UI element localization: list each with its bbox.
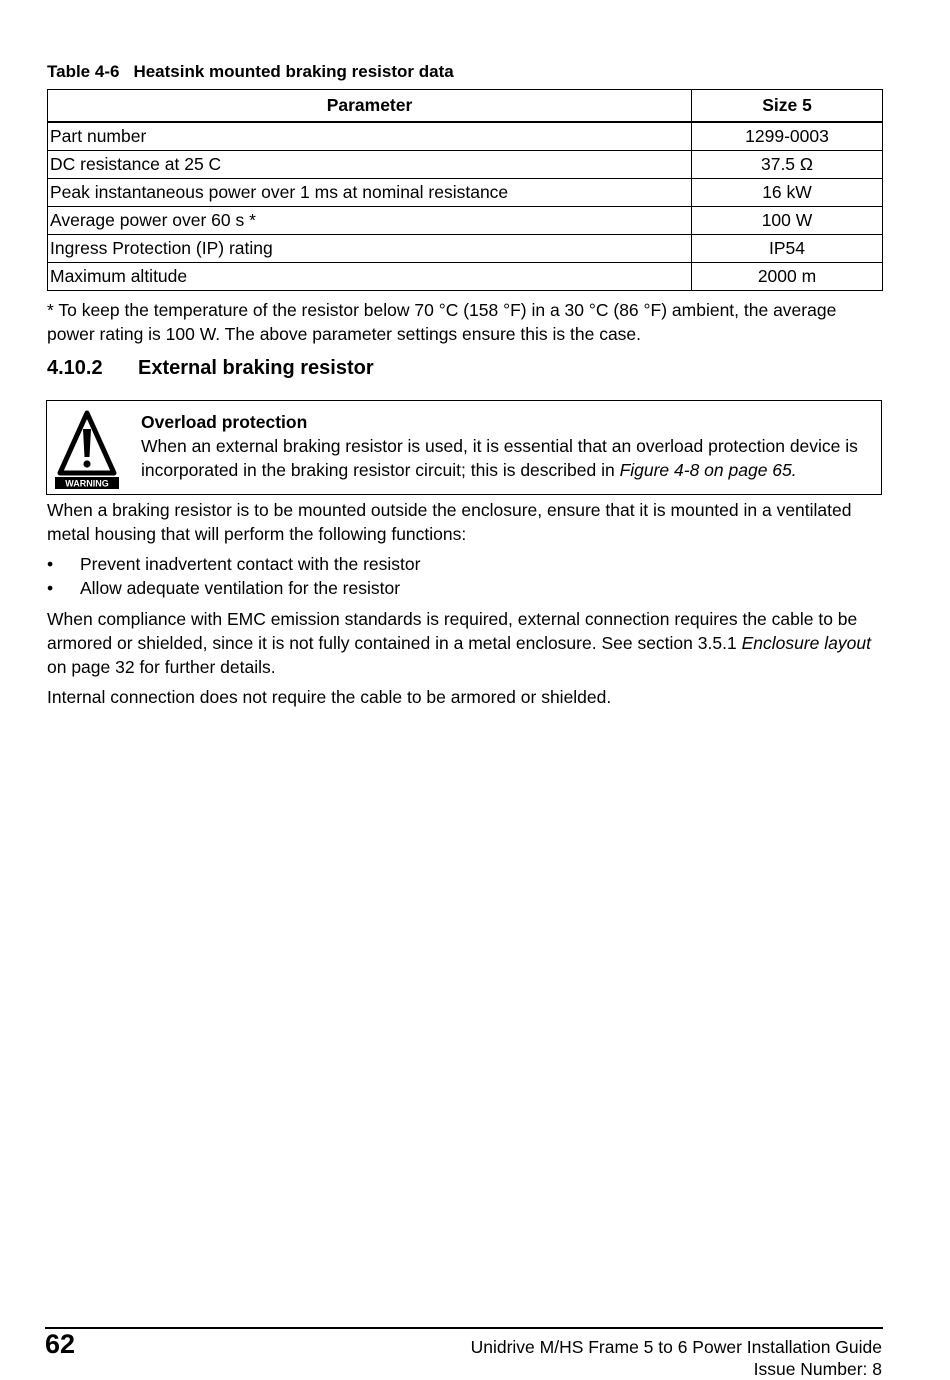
table-cell-parameter: DC resistance at 25 C	[48, 151, 692, 179]
table-cell-parameter: Peak instantaneous power over 1 ms at nominal resistance	[48, 179, 692, 207]
functions-list	[47, 552, 887, 600]
table-cell-value: 2000 m	[692, 263, 883, 291]
table-caption	[47, 62, 454, 82]
table-cell-value: IP54	[692, 235, 883, 263]
warning-text-main: When an external braking resistor is used, it is essential that an overload protection device is incorporated in the braking resistor circuit; this is described in	[141, 436, 858, 480]
list-item: • Allow adequate ventilation for the resistor	[47, 576, 887, 600]
header-parameter: Parameter	[48, 90, 692, 123]
table-cell-value: 16 kW	[692, 179, 883, 207]
warning-title: Overload protection	[141, 412, 308, 432]
emc-text-end: on page 32 for further details.	[47, 657, 276, 677]
table-cell-parameter: Average power over 60 s *	[48, 207, 692, 235]
guide-title: Unidrive M/HS Frame 5 to 6 Power Installation Guide	[470, 1337, 882, 1357]
warning-text-end: .	[791, 460, 797, 480]
warning-box	[46, 400, 882, 495]
warning-icon-label: WARNING	[65, 478, 109, 489]
table-header-row	[48, 90, 883, 123]
intro-paragraph: When a braking resistor is to be mounted outside the enclosure, ensure that it is mounted in a ventilated metal housing that will perform the following functions:	[47, 500, 852, 544]
emc-text: When compliance with EMC emission standards is required, external connection requires the cable to be armored or shielded, since it is not fully contained in a metal enclosure. See section 3.5.1	[47, 609, 858, 653]
table-row	[48, 235, 883, 263]
section-title: External braking resistor	[138, 357, 374, 379]
table-cell-value: 37.5 Ω	[692, 151, 883, 179]
section-heading	[47, 357, 374, 380]
enclosure-layout-reference: Enclosure layout	[741, 633, 871, 653]
warning-content	[141, 410, 881, 482]
header-size-5: Size 5	[692, 90, 883, 123]
table-cell-parameter: Maximum altitude	[48, 263, 692, 291]
page-number: 62	[45, 1329, 76, 1359]
table-cell-value: 1299-0003	[692, 122, 883, 151]
warning-figure-reference: Figure 4-8 on page 65	[619, 460, 792, 480]
table-footnote: * To keep the temperature of the resistor below 70 °C (158 °F) in a 30 °C (86 °F) ambient, the average power rating is 100 W. The above parameter settings ensure this is the case.	[47, 300, 837, 344]
internal-connection-paragraph: Internal connection does not require the cable to be armored or shielded.	[47, 687, 612, 707]
emc-paragraph	[47, 607, 887, 679]
table-row	[48, 122, 883, 151]
table-caption-number: Table 4-6	[47, 62, 120, 81]
table-row	[48, 207, 883, 235]
issue-number: Issue Number: 8	[753, 1359, 882, 1379]
table-cell-value: 100 W	[692, 207, 883, 235]
table-caption-title: Heatsink mounted braking resistor data	[133, 62, 454, 81]
list-item: • Prevent inadvertent contact with the resistor	[47, 552, 887, 576]
table-row	[48, 179, 883, 207]
table-cell-parameter: Part number	[48, 122, 692, 151]
table-cell-parameter: Ingress Protection (IP) rating	[48, 235, 692, 263]
table-row	[48, 263, 883, 291]
footer-divider	[45, 1327, 883, 1329]
warning-icon	[55, 409, 119, 489]
footer-info	[471, 1336, 882, 1380]
section-number: 4.10.2	[47, 357, 103, 379]
warning-text	[141, 434, 881, 482]
braking-resistor-data-table	[47, 89, 883, 291]
table-row	[48, 151, 883, 179]
